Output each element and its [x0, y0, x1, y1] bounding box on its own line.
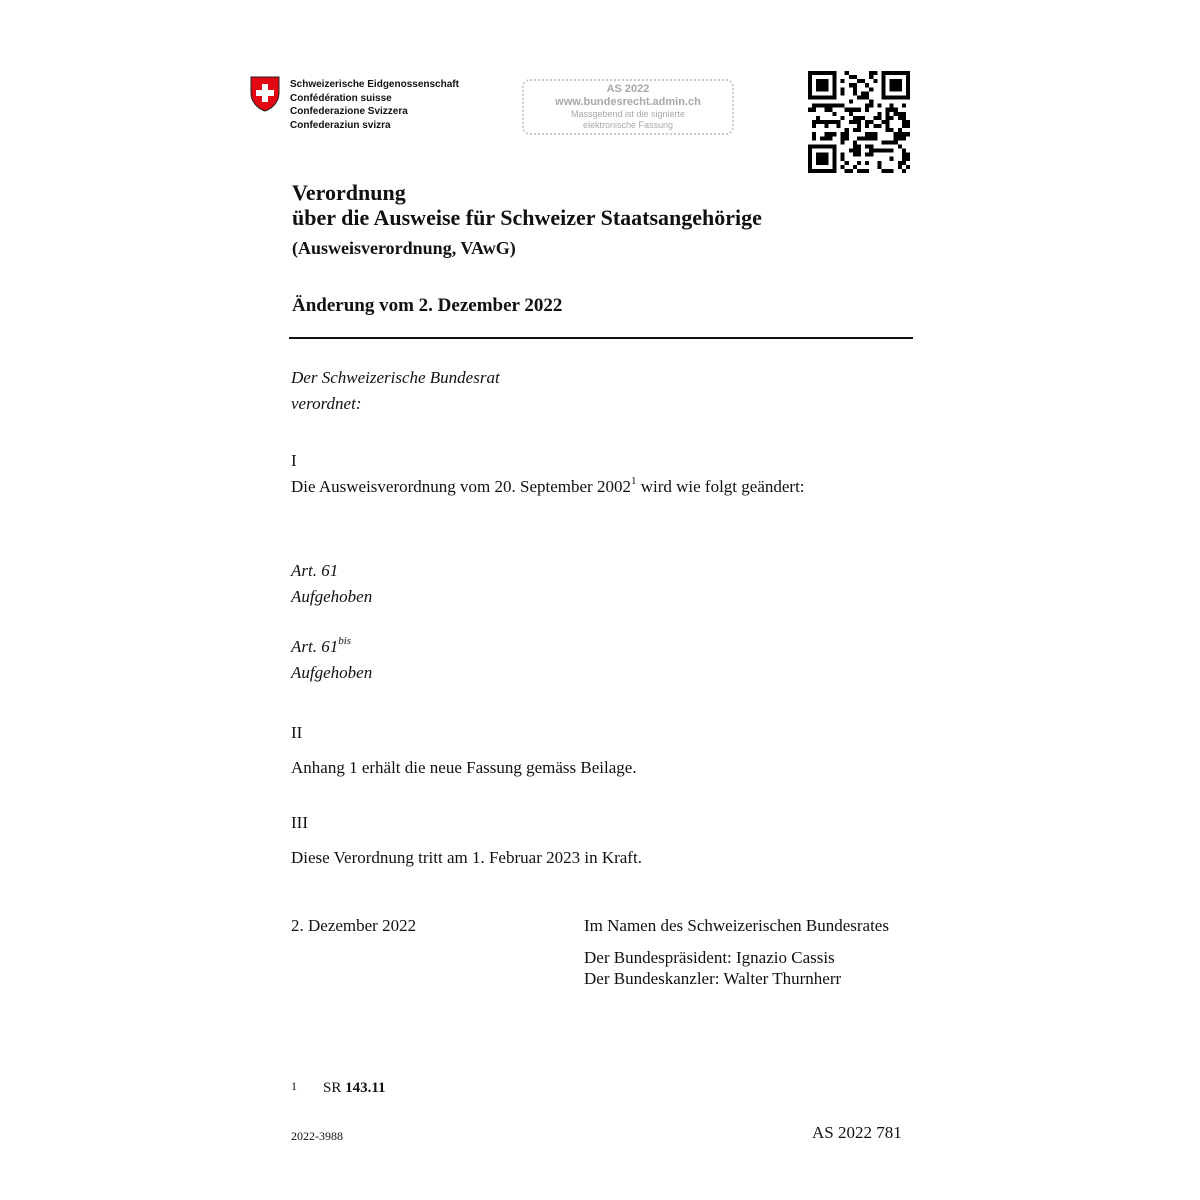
swiss-cross-shield-icon: [250, 76, 280, 112]
as-reference: AS 2022 781: [812, 1123, 902, 1142]
article-status: Aufgehoben: [291, 663, 373, 682]
confederation-name-it: Confederazione Svizzera: [290, 106, 408, 117]
title-line2: über die Ausweise für Schweizer Staatsangehörige: [292, 205, 762, 230]
confederation-name-fr: Confédération suisse: [290, 92, 392, 104]
article-label-text: Art. 61: [291, 637, 339, 656]
article-label: [291, 558, 372, 584]
signature-on-behalf: Im Namen des Schweizerischen Bundesrates: [584, 916, 889, 935]
section-2-text: Anhang 1 erhält die neue Fassung gemäss Beilage.: [291, 758, 637, 777]
section-2-numeral: II: [291, 723, 303, 742]
footnote-number: 1: [291, 1079, 297, 1093]
document-id: 2022-3988: [291, 1129, 343, 1143]
signature-block: [584, 913, 889, 989]
preamble: [291, 365, 500, 417]
section-1-numeral: I: [291, 451, 297, 470]
document-title: [292, 180, 932, 259]
article-61: [291, 558, 372, 610]
preamble-line2: verordnet:: [291, 394, 362, 413]
confederation-logo: [250, 74, 460, 134]
qr-code-icon: [808, 71, 910, 173]
confederation-name-de: Schweizerische Eidgenossenschaft: [290, 79, 459, 90]
title-short-name: (Ausweisverordnung, VAwG): [292, 238, 516, 258]
footnote-ref[interactable]: 1: [630, 475, 637, 488]
article-61bis: [291, 634, 372, 686]
section-1-text-before: Die Ausweisverordnung vom 20. September 2002: [291, 477, 631, 496]
amendment-date: Änderung vom 2. Dezember 2022: [292, 295, 563, 316]
article-label: [291, 634, 372, 660]
preamble-line1: Der Schweizerische Bundesrat: [291, 368, 500, 387]
section-3-text: Diese Verordnung tritt am 1. Februar 2023 in Kraft.: [291, 848, 642, 867]
section-1-text-after: wird wie folgt geändert:: [636, 477, 805, 496]
article-status: Aufgehoben: [291, 587, 373, 606]
signature-date: 2. Dezember 2022: [291, 916, 417, 935]
stamp-line4: elektronische Fassung: [582, 120, 674, 130]
confederation-names: [290, 78, 459, 132]
footnote: [291, 1078, 386, 1098]
confederation-name-rm: Confederaziun svizra: [290, 119, 391, 131]
stamp-line3: Massgebend ist die signierte: [570, 109, 686, 119]
signature-chancellor: Der Bundeskanzler: Walter Thurnherr: [584, 969, 842, 988]
title-divider: [289, 337, 913, 339]
official-stamp: [522, 79, 734, 135]
article-label-text: Art. 61: [291, 561, 339, 580]
footnote-reference: 143.11: [345, 1080, 386, 1096]
title-line1: Verordnung: [292, 180, 406, 205]
stamp-line2: www.bundesrecht.admin.ch: [555, 96, 701, 108]
footnote-prefix: SR: [323, 1080, 346, 1096]
section-1-text: [291, 474, 805, 500]
signature-president: Der Bundespräsident: Ignazio Cassis: [584, 948, 835, 967]
stamp-line1: AS 2022: [606, 83, 650, 95]
section-3-numeral: III: [291, 813, 308, 832]
article-suffix: bis: [338, 635, 352, 648]
